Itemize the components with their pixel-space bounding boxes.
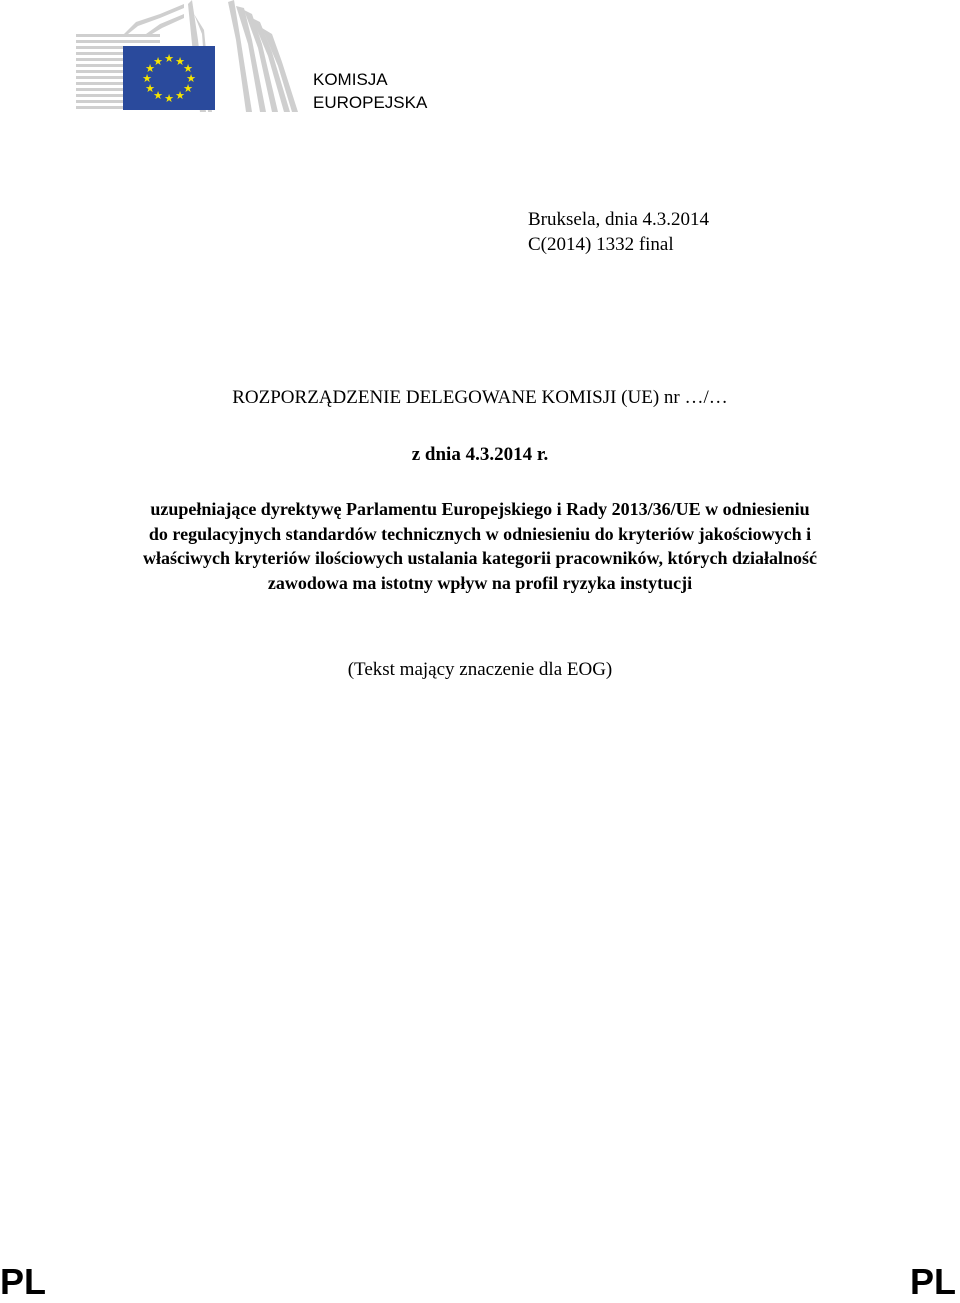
eea-relevance-note: (Tekst mający znaczenie dla EOG)	[347, 659, 613, 680]
european-commission-logo-icon	[76, 0, 298, 112]
language-code-right: PL	[909, 1261, 956, 1302]
place-date: Bruksela, dnia 4.3.2014	[528, 209, 710, 230]
svg-text:★: ★	[183, 62, 193, 75]
svg-text:★: ★	[175, 89, 185, 102]
subject-line: zawodowa ma istotny wpływ na profil ryzyka instytucji	[267, 572, 693, 593]
document-subject	[60, 497, 900, 595]
svg-text:★: ★	[153, 89, 163, 102]
language-code-left: PL	[0, 1261, 47, 1302]
svg-text:★: ★	[183, 82, 193, 95]
svg-text:★: ★	[145, 62, 155, 75]
document-date: z dnia 4.3.2014 r.	[411, 444, 549, 465]
document-reference: C(2014) 1332 final	[528, 234, 674, 255]
document-title: ROZPORZĄDZENIE DELEGOWANE KOMISJI (UE) nr …/…	[232, 387, 728, 408]
subject-line: właściwych kryteriów ilościowych ustalania kategorii pracowników, których działalność	[143, 548, 817, 568]
svg-text:★: ★	[186, 72, 196, 85]
svg-text:★: ★	[164, 52, 174, 65]
subject-line: uzupełniające dyrektywę Parlamentu Europejskiego i Rady 2013/36/UE w odniesieniu	[150, 499, 810, 519]
svg-text:★: ★	[175, 55, 185, 68]
svg-text:★: ★	[164, 92, 174, 105]
svg-text:★: ★	[142, 72, 152, 85]
organization-name-line1: KOMISJA	[313, 70, 388, 89]
svg-text:★: ★	[145, 82, 155, 95]
svg-text:★: ★	[153, 55, 163, 68]
organization-name	[313, 68, 427, 114]
subject-line: do regulacyjnych standardów technicznych w odniesieniu do kryteriów jakościowych i	[148, 523, 812, 544]
organization-name-line2: EUROPEJSKA	[313, 93, 428, 112]
